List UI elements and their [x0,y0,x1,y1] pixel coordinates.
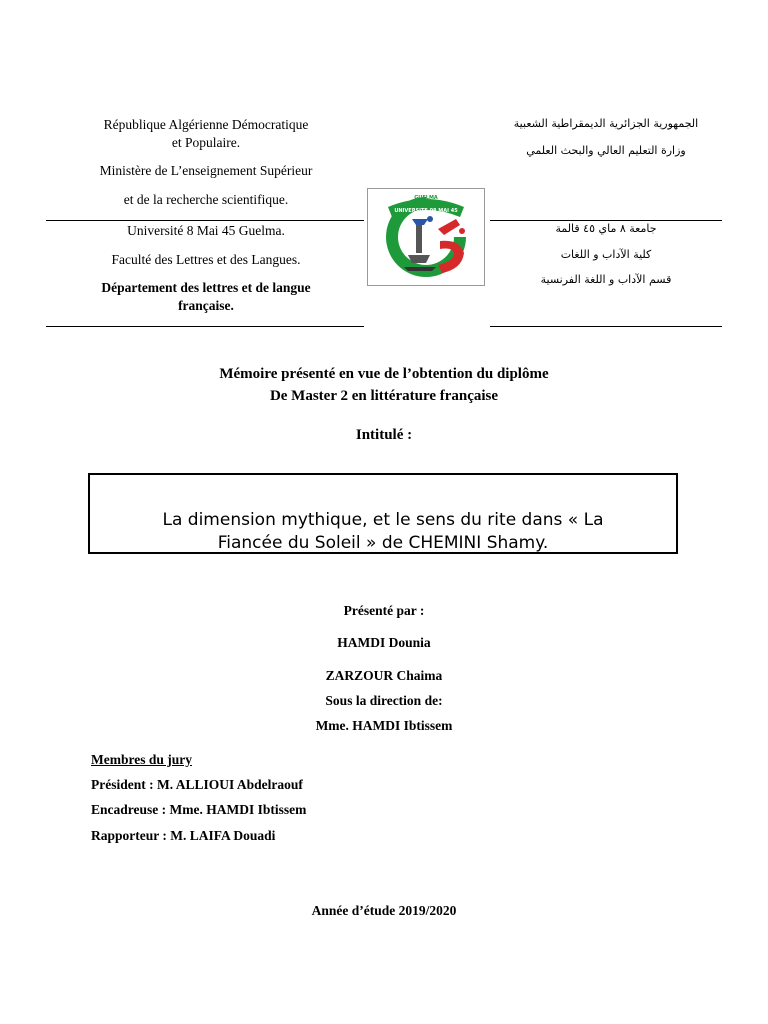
department-fr-line2: française. [178,298,234,313]
thesis-title-box [88,473,678,554]
jury-encadreuse: Encadreuse : Mme. HAMDI Ibtissem [91,802,307,817]
university-ar: جامعة ٨ ماي ٤٥ قالمة [555,222,657,235]
ministry-ar: وزارة التعليم العالي والبحث العلمي [526,144,686,157]
department-fr-line1: Département des lettres et de langue [101,280,311,295]
memoire-line1: Mémoire présenté en vue de l’obtention du diplôme [219,366,549,382]
presented-by-label: Présenté par : [343,603,425,618]
academic-year: Année d’étude 2019/2020 [311,903,457,918]
header-rule-left-top [46,220,364,221]
jury-heading: Membres du jury [91,752,192,767]
university-fr: Université 8 Mai 45 Guelma. [127,223,285,238]
memoire-line2: De Master 2 en littérature française [269,388,499,404]
header-rule-right-top [490,220,722,221]
republic-fr-line2: et Populaire. [171,135,241,150]
thesis-title-line1: La dimension mythique, et le sens du rite dans « La [162,510,604,530]
republic-fr-line1: République Algérienne Démocratique [103,117,309,132]
republic-ar: الجمهورية الجزائرية الديمقراطية الشعبية [513,117,699,130]
header-rule-right-bottom [490,326,722,327]
university-logo-graphic [368,189,484,285]
intitule-label: Intitulé : [355,427,413,443]
author-2: ZARZOUR Chaima [325,668,443,683]
logo-top-text: GUELMA [414,195,438,201]
header-rule-left-bottom [46,326,364,327]
ministry-fr-line1: Ministère de L’enseignement Supérieur [99,163,313,178]
author-1: HAMDI Dounia [337,635,431,650]
faculty-ar: كلية الآداب و اللغات [560,248,652,261]
supervisor: Mme. HAMDI Ibtissem [315,718,453,733]
thesis-title-line2: Fiancée du Soleil » de CHEMINI Shamy. [217,533,549,553]
jury-rapporteur: Rapporteur : M. LAIFA Douadi [91,828,276,843]
logo-banner-text: UNIVERSITE 08 MAI 45 [394,208,458,214]
faculty-fr: Faculté des Lettres et des Langues. [111,252,301,267]
department-ar: قسم الآداب و اللغة الفرنسية [540,273,672,286]
ministry-fr-line2: et de la recherche scientifique. [123,192,289,207]
direction-label: Sous la direction de: [325,693,443,708]
university-logo [367,188,485,286]
jury-president: Président : M. ALLIOUI Abdelraouf [91,777,303,792]
